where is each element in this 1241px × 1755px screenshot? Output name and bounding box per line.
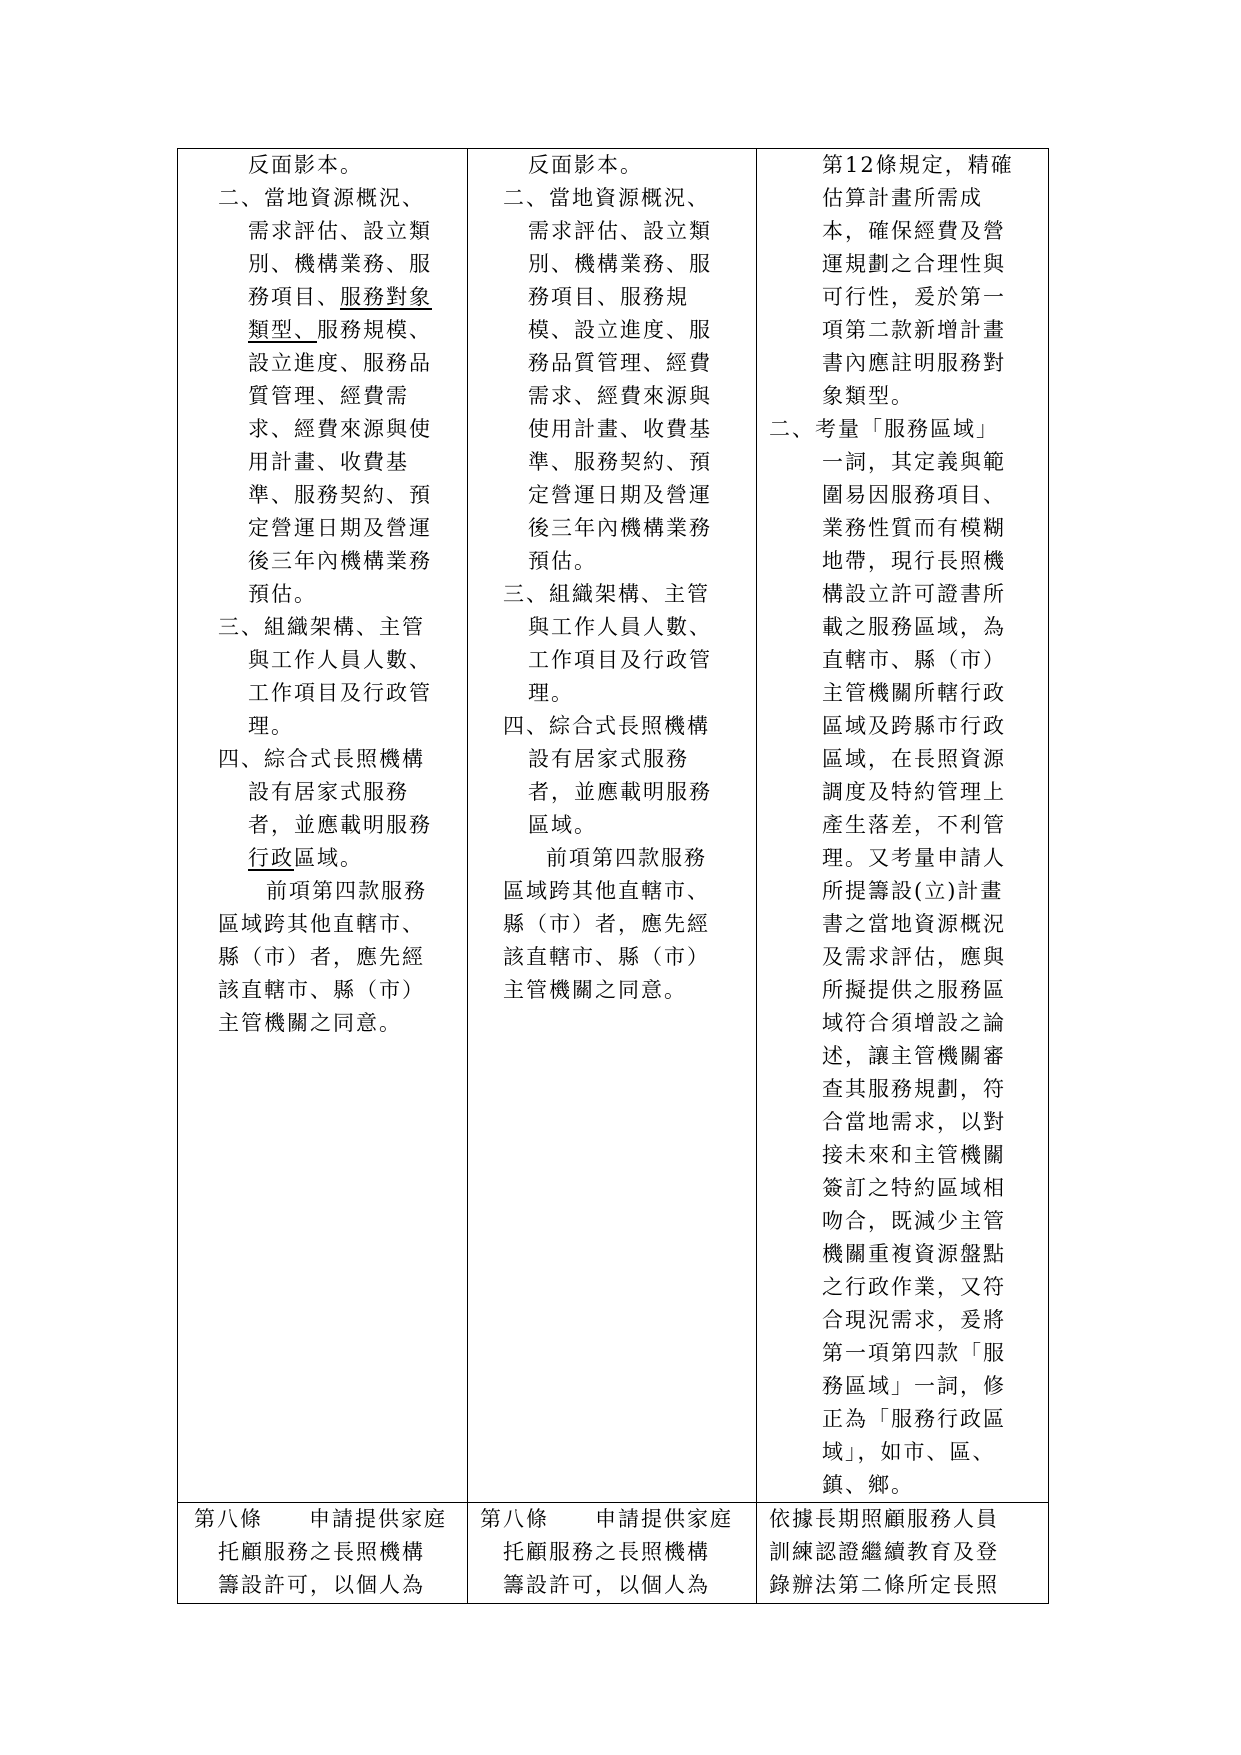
text-segment: 使用計畫、收費基 xyxy=(528,417,712,441)
text-segment: 可行性，爰於第一 xyxy=(822,285,1006,309)
text-line xyxy=(757,1007,1048,1040)
text-segment: 理。 xyxy=(528,681,574,705)
text-segment: 產生落差，不利管 xyxy=(822,813,1006,837)
text-line xyxy=(757,611,1048,644)
text-line xyxy=(468,710,756,743)
text-segment: 述，讓主管機關審 xyxy=(822,1044,1006,1068)
text-segment: 區域。 xyxy=(294,846,363,870)
text-line xyxy=(757,809,1048,842)
text-segment: 理。 xyxy=(248,714,294,738)
text-segment: 後三年內機構業務 xyxy=(528,516,712,540)
text-segment: 訓練認證繼續教育及登 xyxy=(769,1540,999,1564)
text-segment: 需求評估、設立類 xyxy=(248,219,432,243)
text-segment: 籌設許可，以個人為 xyxy=(503,1573,710,1597)
text-segment: 及需求評估，應與 xyxy=(822,945,1006,969)
text-line xyxy=(468,842,756,875)
text-segment: 二、考量「服務區域」 xyxy=(769,417,999,441)
table-row xyxy=(178,1503,1049,1604)
text-line xyxy=(757,479,1048,512)
text-line xyxy=(757,1040,1048,1073)
text-segment: 四、綜合式長照機構 xyxy=(503,714,710,738)
text-segment: 務項目、服務規 xyxy=(528,285,689,309)
text-line xyxy=(468,578,756,611)
text-line xyxy=(468,479,756,512)
text-line xyxy=(468,974,756,1007)
text-line xyxy=(468,1569,756,1602)
table-row xyxy=(178,149,1049,1503)
text-line xyxy=(178,413,467,446)
text-line xyxy=(468,1503,756,1536)
text-line xyxy=(178,875,467,908)
text-segment: 所擬提供之服務區 xyxy=(822,978,1006,1002)
explanation-cell xyxy=(757,149,1049,1503)
text-line xyxy=(178,611,467,644)
text-line xyxy=(757,380,1048,413)
text-line xyxy=(757,1139,1048,1172)
text-segment: 模、設立進度、服 xyxy=(528,318,712,342)
text-segment: 求、經費來源與使 xyxy=(248,417,432,441)
text-line xyxy=(757,413,1048,446)
text-segment: 質管理、經費需 xyxy=(248,384,409,408)
text-line xyxy=(468,875,756,908)
text-segment: 直轄市、縣（市） xyxy=(822,648,1006,672)
text-line xyxy=(178,743,467,776)
text-line xyxy=(757,545,1048,578)
text-segment: 象類型。 xyxy=(822,384,914,408)
text-line xyxy=(757,512,1048,545)
text-segment: 區域，在長照資源 xyxy=(822,747,1006,771)
text-line xyxy=(178,149,467,182)
text-line xyxy=(757,1205,1048,1238)
text-line xyxy=(178,347,467,380)
text-line xyxy=(757,842,1048,875)
text-line xyxy=(757,1271,1048,1304)
text-line xyxy=(178,578,467,611)
text-line xyxy=(178,314,467,347)
text-segment: 接未來和主管機關 xyxy=(822,1143,1006,1167)
text-line xyxy=(757,1503,1048,1536)
text-segment: 一詞，其定義與範 xyxy=(822,450,1006,474)
underlined-text: 行政 xyxy=(248,846,294,870)
text-line xyxy=(468,611,756,644)
text-line xyxy=(468,743,756,776)
text-line xyxy=(178,908,467,941)
text-segment: 定營運日期及營運 xyxy=(528,483,712,507)
text-line xyxy=(178,479,467,512)
text-line xyxy=(178,644,467,677)
text-segment: 預估。 xyxy=(248,582,317,606)
text-segment: 設有居家式服務 xyxy=(528,747,689,771)
underlined-text: 服務對象 xyxy=(340,285,432,309)
amended-text-cell xyxy=(178,1503,468,1604)
text-segment: 別、機構業務、服 xyxy=(248,252,432,276)
amended-text-cell xyxy=(178,149,468,1503)
text-segment: 正為「服務行政區 xyxy=(822,1407,1006,1431)
text-line xyxy=(178,446,467,479)
text-segment: 機關重複資源盤點 xyxy=(822,1242,1006,1266)
text-segment: 二、當地資源概況、 xyxy=(218,186,425,210)
underlined-text: 類型、 xyxy=(248,318,317,342)
text-segment: 本，確保經費及營 xyxy=(822,219,1006,243)
text-line xyxy=(468,149,756,182)
text-line xyxy=(468,908,756,941)
text-segment: 調度及特約管理上 xyxy=(822,780,1006,804)
text-segment: 三、組織架構、主管 xyxy=(218,615,425,639)
text-segment: 主管機關之同意。 xyxy=(503,978,687,1002)
explanation-text xyxy=(757,149,1048,1502)
text-segment: 前項第四款服務 xyxy=(546,846,707,870)
text-segment: 籌設許可，以個人為 xyxy=(218,1573,425,1597)
text-line xyxy=(757,182,1048,215)
text-line xyxy=(178,842,467,875)
text-line xyxy=(757,1436,1048,1469)
text-line xyxy=(757,941,1048,974)
text-line xyxy=(468,776,756,809)
text-segment: 二、當地資源概況、 xyxy=(503,186,710,210)
text-segment: 區域跨其他直轄市、 xyxy=(503,879,710,903)
text-segment: 托顧服務之長照機構 xyxy=(503,1540,710,1564)
text-segment: 與工作人員人數、 xyxy=(528,615,712,639)
text-segment: 準、服務契約、預 xyxy=(528,450,712,474)
text-segment: 四、綜合式長照機構 xyxy=(218,747,425,771)
text-segment: 業務性質而有模糊 xyxy=(822,516,1006,540)
text-segment: 服務規模、 xyxy=(317,318,432,342)
text-segment: 與工作人員人數、 xyxy=(248,648,432,672)
text-line xyxy=(178,1569,467,1602)
text-segment: 需求評估、設立類 xyxy=(528,219,712,243)
text-segment: 書之當地資源概況 xyxy=(822,912,1006,936)
text-segment: 工作項目及行政管 xyxy=(248,681,432,705)
text-segment: 項第二款新增計畫 xyxy=(822,318,1006,342)
text-segment: 錄辦法第二條所定長照 xyxy=(769,1573,999,1597)
text-segment: 反面影本。 xyxy=(248,153,363,177)
text-line xyxy=(757,248,1048,281)
text-line xyxy=(757,710,1048,743)
text-segment: 托顧服務之長照機構 xyxy=(218,1540,425,1564)
text-line xyxy=(757,314,1048,347)
text-segment: 合現況需求，爰將 xyxy=(822,1308,1006,1332)
text-segment: 依據長期照顧服務人員 xyxy=(769,1507,999,1531)
text-segment: 該直轄市、縣（市） xyxy=(218,978,425,1002)
text-line xyxy=(757,1073,1048,1106)
text-line xyxy=(757,1337,1048,1370)
text-segment: 反面影本。 xyxy=(528,153,643,177)
text-line xyxy=(757,1238,1048,1271)
text-segment: 理。又考量申請人 xyxy=(822,846,1006,870)
text-line xyxy=(178,809,467,842)
text-line xyxy=(178,215,467,248)
text-segment: 者，並應載明服務 xyxy=(248,813,432,837)
text-line xyxy=(757,1469,1048,1502)
text-line xyxy=(468,215,756,248)
text-segment: 書內應註明服務對 xyxy=(822,351,1006,375)
text-segment: 需求、經費來源與 xyxy=(528,384,712,408)
text-segment: 該直轄市、縣（市） xyxy=(503,945,710,969)
text-line xyxy=(468,446,756,479)
text-segment: 所提籌設(立)計畫 xyxy=(822,879,1004,903)
text-line xyxy=(757,215,1048,248)
text-segment: 主管機關之同意。 xyxy=(218,1011,402,1035)
text-line xyxy=(757,347,1048,380)
current-text xyxy=(468,149,756,1007)
text-line xyxy=(757,875,1048,908)
text-segment: 域符合須增設之論 xyxy=(822,1011,1006,1035)
text-segment: 工作項目及行政管 xyxy=(528,648,712,672)
text-line xyxy=(178,545,467,578)
text-line xyxy=(468,512,756,545)
text-line xyxy=(757,677,1048,710)
text-line xyxy=(468,809,756,842)
text-line xyxy=(757,743,1048,776)
text-line xyxy=(468,545,756,578)
text-line xyxy=(178,974,467,1007)
text-segment: 後三年內機構業務 xyxy=(248,549,432,573)
text-segment: 縣（市）者，應先經 xyxy=(218,945,425,969)
text-line xyxy=(178,182,467,215)
text-line xyxy=(757,1172,1048,1205)
text-segment: 簽訂之特約區域相 xyxy=(822,1176,1006,1200)
text-line xyxy=(468,314,756,347)
text-line xyxy=(178,677,467,710)
text-line xyxy=(757,578,1048,611)
text-segment: 設立進度、服務品 xyxy=(248,351,432,375)
text-segment: 設有居家式服務 xyxy=(248,780,409,804)
text-segment: 務區域」一詞，修 xyxy=(822,1374,1006,1398)
text-segment: 之行政作業，又符 xyxy=(822,1275,1006,1299)
text-line xyxy=(757,446,1048,479)
text-line xyxy=(468,281,756,314)
text-segment: 別、機構業務、服 xyxy=(528,252,712,276)
text-line xyxy=(178,281,467,314)
explanation-cell xyxy=(757,1503,1049,1604)
text-line xyxy=(757,908,1048,941)
text-line xyxy=(757,1106,1048,1139)
amended-text xyxy=(178,149,467,1040)
text-line xyxy=(757,1304,1048,1337)
text-line xyxy=(468,380,756,413)
text-segment: 三、組織架構、主管 xyxy=(503,582,710,606)
text-line xyxy=(468,413,756,446)
text-line xyxy=(757,149,1048,182)
text-segment: 合當地需求，以對 xyxy=(822,1110,1006,1134)
text-segment: 吻合，既減少主管 xyxy=(822,1209,1006,1233)
text-line xyxy=(757,1536,1048,1569)
text-line xyxy=(468,644,756,677)
text-line xyxy=(178,1503,467,1536)
text-line xyxy=(178,380,467,413)
current-text-cell xyxy=(468,1503,757,1604)
text-segment: 第八條 申請提供家庭 xyxy=(194,1507,447,1531)
text-segment: 用計畫、收費基 xyxy=(248,450,409,474)
text-line xyxy=(468,248,756,281)
text-line xyxy=(757,644,1048,677)
text-segment: 預估。 xyxy=(528,549,597,573)
text-line xyxy=(468,182,756,215)
text-segment: 估算計畫所需成 xyxy=(822,186,983,210)
text-line xyxy=(178,1007,467,1040)
text-segment: 縣（市）者，應先經 xyxy=(503,912,710,936)
comparison-table xyxy=(177,148,1049,1604)
text-line xyxy=(468,677,756,710)
text-segment: 構設立許可證書所 xyxy=(822,582,1006,606)
article-8-explanation xyxy=(757,1503,1048,1602)
text-line xyxy=(178,248,467,281)
text-line xyxy=(178,941,467,974)
text-line xyxy=(178,776,467,809)
text-line xyxy=(757,1569,1048,1602)
text-segment: 務項目、 xyxy=(248,285,340,309)
text-segment: 第八條 申請提供家庭 xyxy=(480,1507,733,1531)
text-segment: 務品質管理、經費 xyxy=(528,351,712,375)
text-line xyxy=(757,1370,1048,1403)
text-line xyxy=(468,941,756,974)
text-line xyxy=(178,710,467,743)
text-line xyxy=(468,347,756,380)
text-segment: 前項第四款服務 xyxy=(266,879,427,903)
text-segment: 載之服務區域，為 xyxy=(822,615,1006,639)
text-line xyxy=(757,1403,1048,1436)
text-segment: 準、服務契約、預 xyxy=(248,483,432,507)
text-line xyxy=(757,776,1048,809)
text-segment: 第12條規定，精確 xyxy=(822,153,1014,177)
text-line xyxy=(178,1536,467,1569)
article-8-current xyxy=(468,1503,756,1602)
text-segment: 域」，如市、區、 xyxy=(822,1440,996,1464)
text-segment: 查其服務規劃，符 xyxy=(822,1077,1006,1101)
text-segment: 圍易因服務項目、 xyxy=(822,483,1006,507)
text-segment: 運規劃之合理性與 xyxy=(822,252,1006,276)
current-text-cell xyxy=(468,149,757,1503)
text-line xyxy=(178,512,467,545)
text-segment: 地帶，現行長照機 xyxy=(822,549,1006,573)
text-segment: 區域。 xyxy=(528,813,597,837)
text-segment: 者，並應載明服務 xyxy=(528,780,712,804)
text-segment: 區域及跨縣市行政 xyxy=(822,714,1006,738)
text-segment: 定營運日期及營運 xyxy=(248,516,432,540)
text-segment: 第一項第四款「服 xyxy=(822,1341,1006,1365)
text-line xyxy=(757,281,1048,314)
text-segment: 區域跨其他直轄市、 xyxy=(218,912,425,936)
text-line xyxy=(757,974,1048,1007)
text-segment: 主管機關所轄行政 xyxy=(822,681,1006,705)
article-8-amended xyxy=(178,1503,467,1602)
text-segment: 鎮、鄉。 xyxy=(822,1473,914,1497)
text-line xyxy=(468,1536,756,1569)
